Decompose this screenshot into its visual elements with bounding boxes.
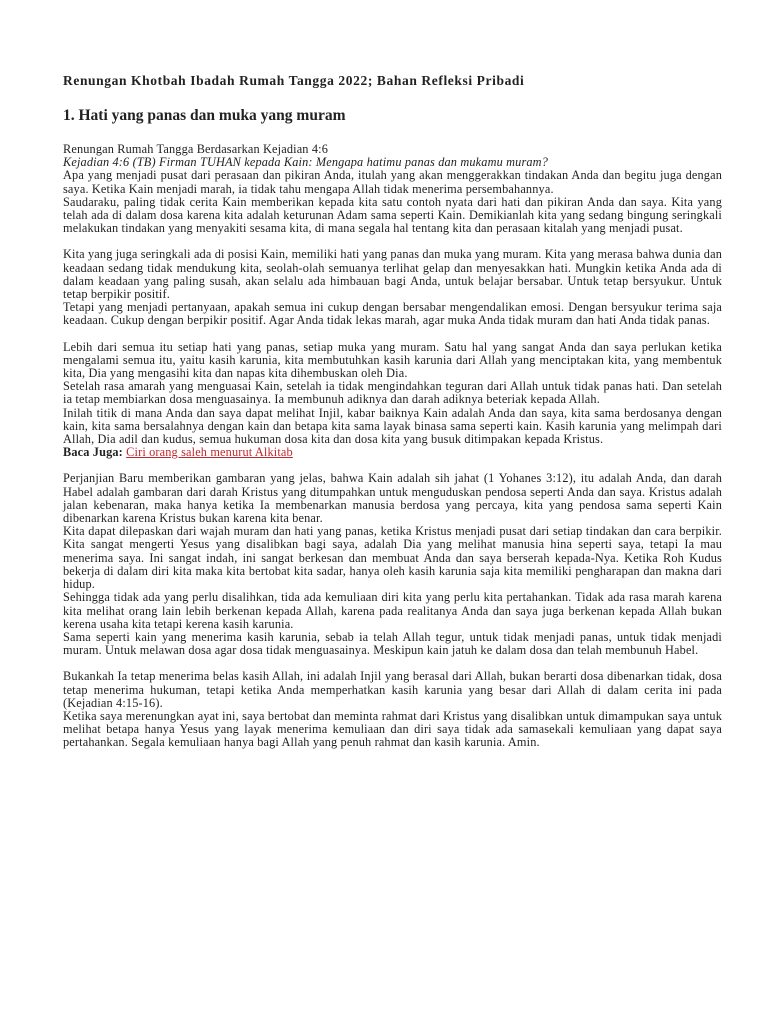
paragraph: Lebih dari semua itu setiap hati yang panas, setiap muka yang muram. Satu hal yang sangat Anda dan saya perlukan ketika mengalami semua itu, yaitu kasih karunia, kita membutuhkan kasih karunia dari Allah yang menciptakan kita, yang membentuk kita, Dia yang mengasihi kita dan napas kita dihembuskan oleh Dia. [63, 339, 722, 381]
section-heading: 1. Hati yang panas dan muka yang muram [63, 107, 346, 124]
document-page [63, 73, 722, 750]
paragraph: Setelah rasa amarah yang menguasai Kain, setelah ia tidak mengindahkan teguran dari Allah untuk tidak panas hati. Dan setelah ia tetap membiarkan dosa menguasainya. Ia membunuh adiknya dan darah adiknya beteriak kepada Allah. [63, 379, 722, 407]
paragraph: Kita yang juga seringkali ada di posisi Kain, memiliki hati yang panas dan muka yang muram. Kita yang merasa bahwa dunia dan keadaan sedang tidak mendukung kita, seolah-olah semuanya terlihat gelap dan menyesakkan hati. Mungkin ketika Anda ada di dalam keadaan yang paling susah, akan selalu ada himbauan bagi Anda, untuk belajar bersabar. Untuk tetap bersyukur. Untuk tetap berpikir positif. [63, 247, 722, 302]
paragraph: Tetapi yang menjadi pertanyaan, apakah semua ini cukup dengan bersabar mengendalikan emosi. Dengan bersyukur terima saja keadaan. Cukup dengan berpikir positif. Agar Anda tidak lekas marah, agar muka Anda tidak muram dan hati Anda tidak panas. [63, 300, 722, 328]
read-also [63, 446, 722, 459]
paragraph: Inilah titik di mana Anda dan saya dapat melihat Injil, kabar baiknya Kain adalah Anda dan saya, kita sama berdosanya dengan kain, kita sama bersalahnya dengan kain dan betapa kita sama layak binasa sama seperti kain. Kasih karunia yang melimpah dari Allah, Dia adil dan kudus, semua hukuman dosa kita dan dosa kita yang busuk ditimpakan kepada Kristus. [63, 405, 722, 447]
paragraph: Kita dapat dilepaskan dari wajah muram dan hati yang panas, ketika Kristus menjadi pusat dari setiap tindakan dan cara berpikir. Kita sangat mengerti Yesus yang disalibkan bagi saya, adalah Dia yang melihat manusia hina seperti saya, tetapi Ia mau menerima saya. Ini sangat indah, ini sangat berkesan dan membuat Anda dan saya berserah kepada-Nya. Ketika Roh Kudus bekerja di dalam diri kita maka kita bertobat kita sadar, hanya oleh kasih karunia saja kita memiliki pengharapan dan makna dari hidup. [63, 524, 722, 592]
read-also-link[interactable]: Ciri orang saleh menurut Alkitab [126, 445, 293, 460]
paragraph: Sama seperti kain yang menerima kasih karunia, sebab ia telah Allah tegur, untuk tidak menjadi panas, untuk tidak menjadi muram. Untuk melawan dosa agar dosa tidak menguasainya. Meskipun kain jatuh ke dalam dosa dan telah membunuh Habel. [63, 629, 722, 658]
paragraph: Ketika saya merenungkan ayat ini, saya bertobat dan meminta rahmat dari Kristus yang disalibkan untuk dimampukan saya untuk melihat betapa hanya Yesus yang layak menerima kemuliaan dan diri saya tidak ada samasekali kemuliaan yang dapat saya pertahankan. Segala kemuliaan hanya bagi Allah yang penuh rahmat dan kasih karunia. Amin. [63, 708, 722, 750]
paragraph: Perjanjian Baru memberikan gambaran yang jelas, bahwa Kain adalah sih jahat (1 Yohanes 3:12), itu adalah Anda, dan darah Habel adalah gambaran dari darah Kristus yang ditumpahkan untuk menguduskan pendosa seperti Anda dan saya. Kristus adalah jalan kebenaran, maka hanya ketika Ia membenarkan manusia berdosa yang percaya, kita yang pendosa sama seperti Kain dibenarkan karena Kristus bukan karena kita benar. [63, 471, 722, 526]
paragraph: Sehingga tidak ada yang perlu disalihkan, tida ada kemuliaan diri kita yang perlu kita pertahankan. Tidak ada rasa marah karena kita melihat orang lain lebih berkenan kepada Allah, karena pada realitanya Anda dan saya juga berkenan kepada Allah bukan kerena usaha kita tetapi kerena kasih karunia. [63, 590, 722, 631]
verse-quote: Kejadian 4:6 (TB) Firman TUHAN kepada Kain: Mengapa hatimu panas dan mukamu muram? [63, 155, 549, 170]
read-also-label: Baca Juga: [63, 445, 123, 460]
body-text [63, 143, 722, 750]
paragraph: Apa yang menjadi pusat dari perasaan dan pikiran Anda, itulah yang akan menggerakkan tindakan Anda dan begitu juga dengan saya. Ketika Kain menjadi marah, ia tidak tahu mengapa Allah tidak menerima persembahannya. [63, 168, 722, 196]
paragraph: Bukankah Ia tetap menerima belas kasih Allah, ini adalah Injil yang berasal dari Allah, bukan berarti dosa dibenarkan tidak, dosa tetap menerima hukuman, tetapi ketika Anda memperhatkan kasih karunia yang besar dari Allah di dalam cerita ini pada (Kejadian 4:15-16). [63, 669, 722, 710]
paragraph-gap [63, 328, 722, 341]
document-title: Renungan Khotbah Ibadah Rumah Tangga 2022; Bahan Refleksi Pribadi [63, 73, 525, 88]
intro-line: Renungan Rumah Tangga Berdasarkan Kejadian 4:6 [63, 142, 328, 156]
paragraph: Saudaraku, paling tidak cerita Kain memberikan kepada kita satu contoh nyata dari hati dan pikiran Anda dan saya. Kita yang telah ada di dalam dosa karena kita adalah keturunan Adam sama seperti Kain. Demikianlah kita yang sedang bingung seringkali melakukan tindakan yang menyakiti sesama kita, di mana segala hal tentang kita dan perasaan kitalah yang menjadi pusat. [63, 194, 722, 236]
